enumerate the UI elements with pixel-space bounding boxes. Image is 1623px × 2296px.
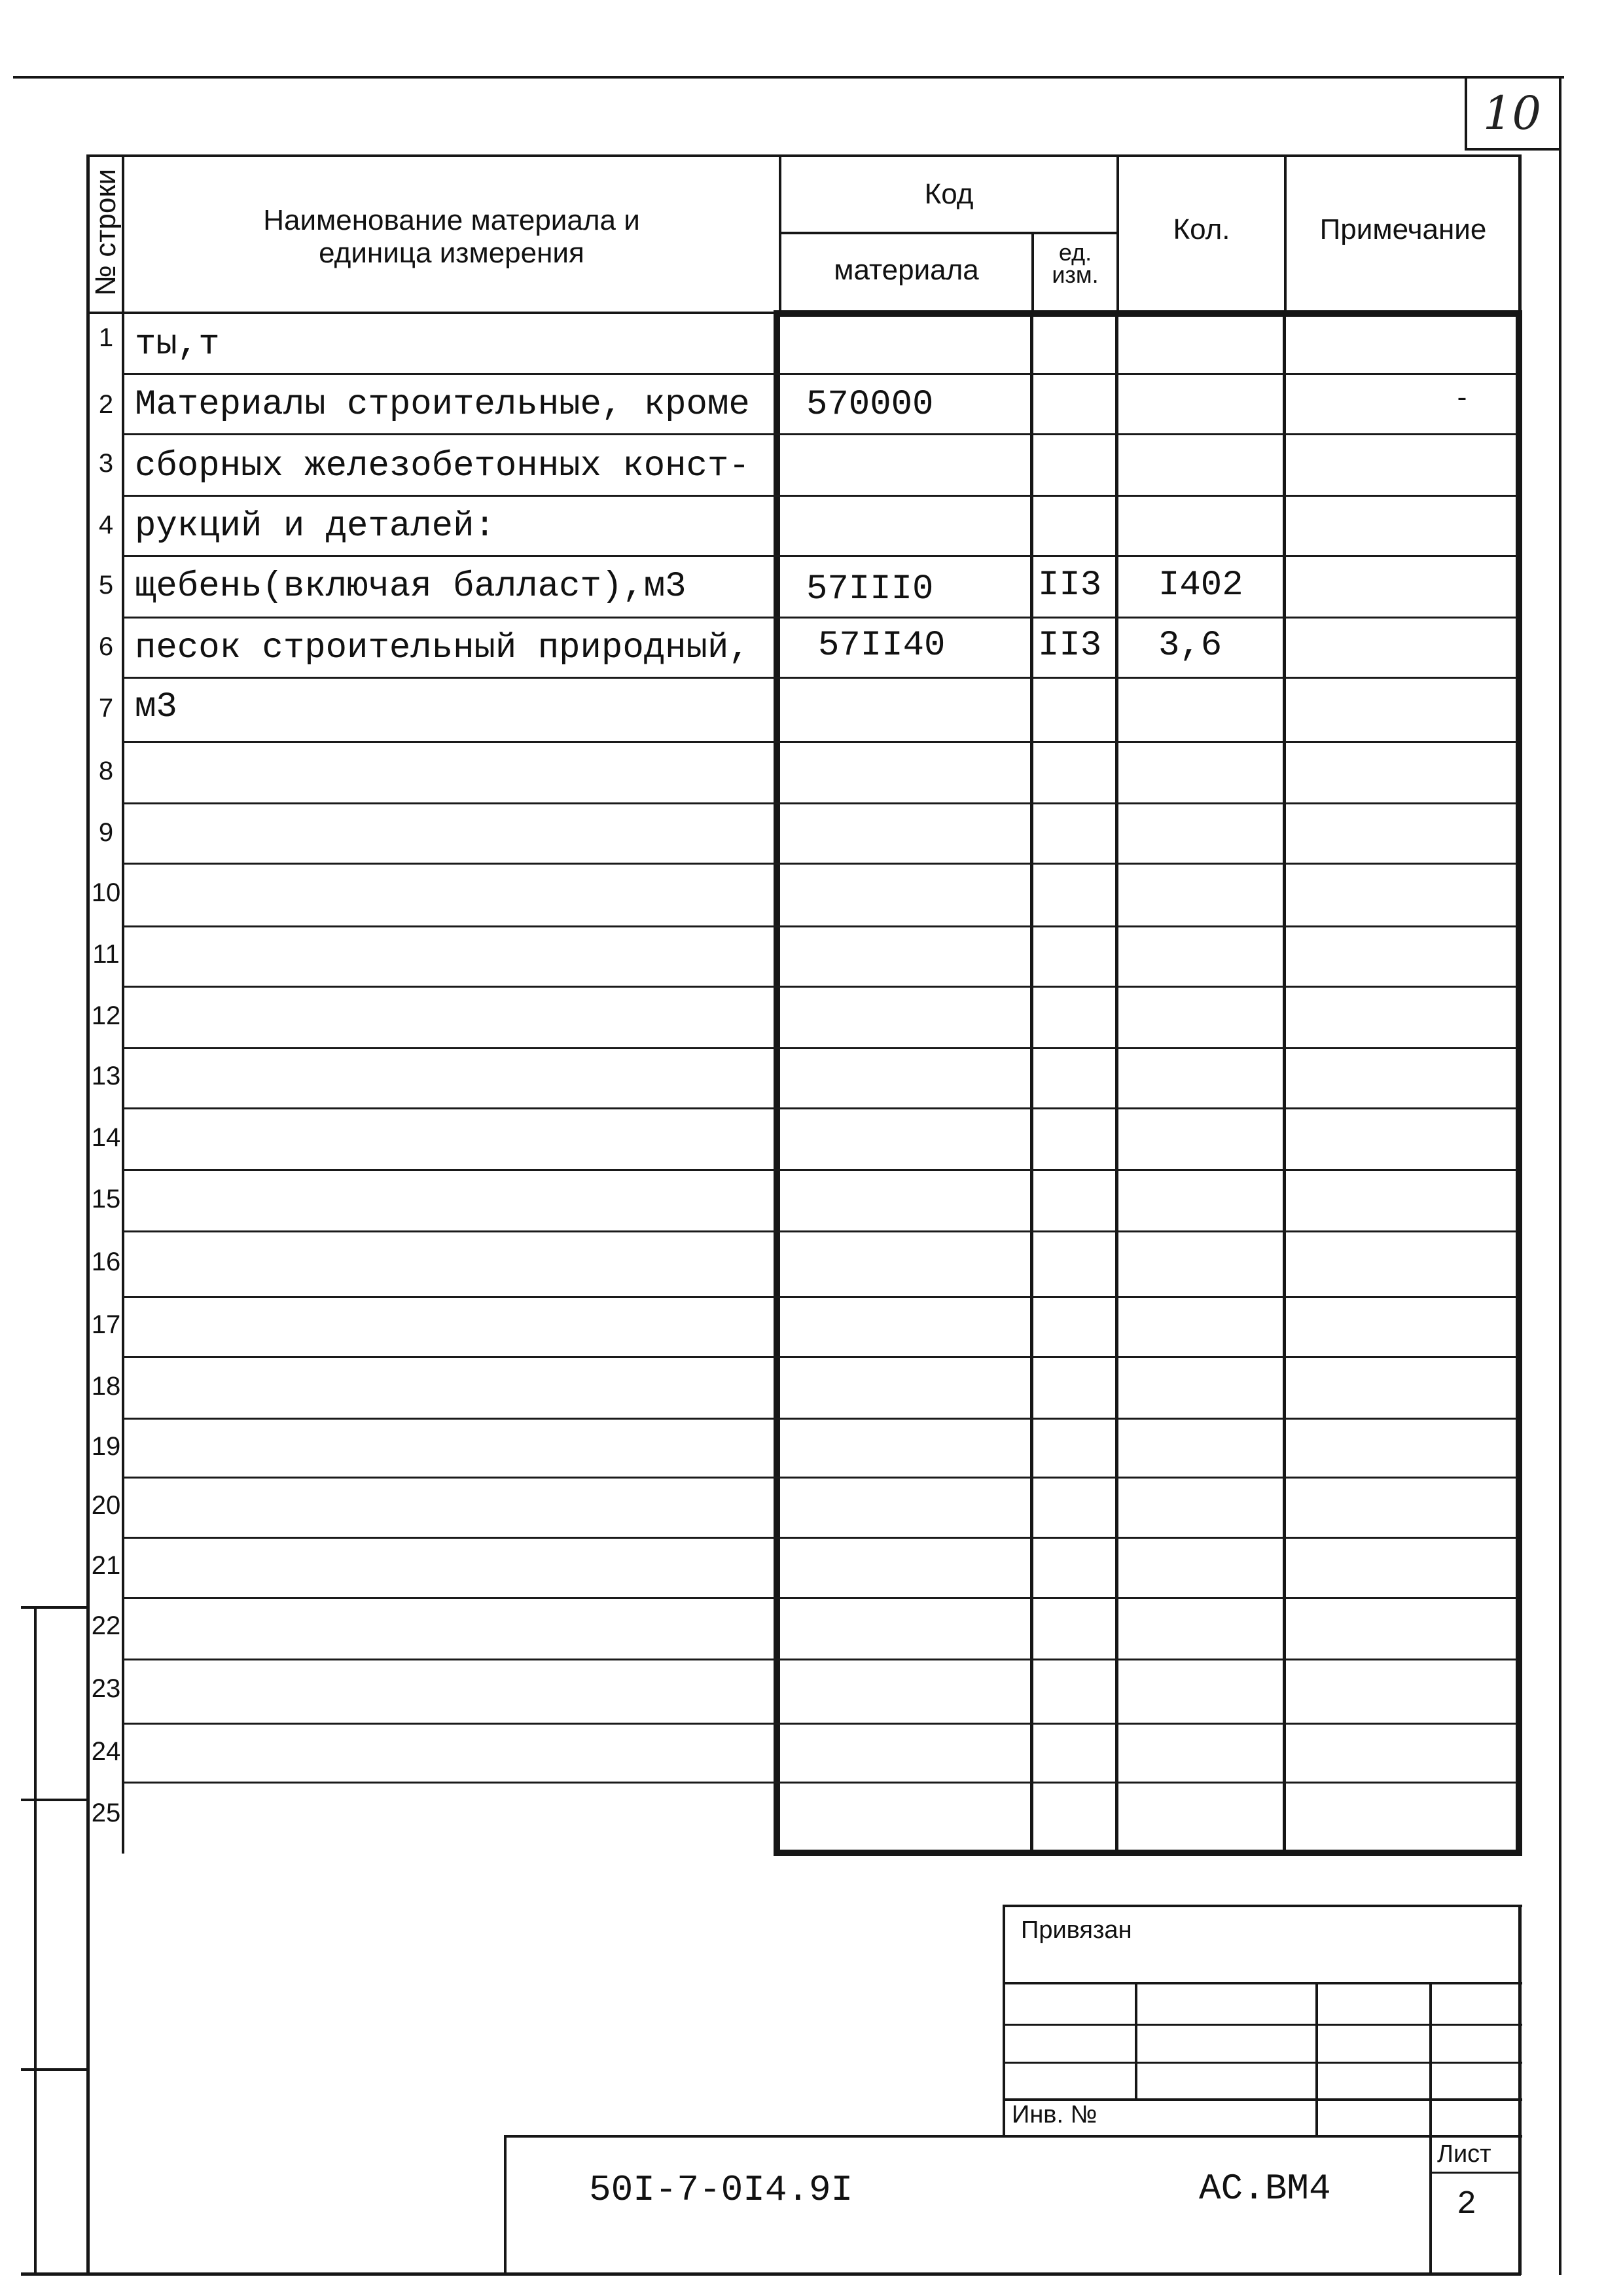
row-number: 10 <box>91 878 121 907</box>
cell-code: 57II40 <box>818 626 946 666</box>
row-separator <box>123 863 1517 865</box>
stamp-right-line <box>1518 1905 1522 2275</box>
row-number: 14 <box>91 1123 121 1152</box>
header-code-material-label: материала <box>834 254 979 286</box>
cell-qty: I402 <box>1158 565 1243 605</box>
row-number: 19 <box>91 1432 121 1461</box>
stamp-main-left-line <box>504 2135 507 2275</box>
header-code-label: Код <box>924 178 974 210</box>
row-separator <box>123 495 1517 497</box>
header-name-line1: Наименование материала и <box>263 204 640 236</box>
row-separator <box>123 986 1517 988</box>
body-col-note-line <box>1283 314 1286 1852</box>
page-bottom-line <box>21 2272 1521 2276</box>
stamp-doc-code: 50I-7-0I4.9I <box>589 2169 853 2211</box>
row-separator <box>123 677 1517 679</box>
row-number: 22 <box>91 1611 121 1640</box>
body-thick-bottom <box>774 1850 1522 1856</box>
row-separator <box>123 1169 1517 1171</box>
cell-name: ты,т <box>135 325 220 365</box>
header-name-line2: единица измерения <box>319 237 584 269</box>
row-separator <box>123 1659 1517 1660</box>
header-unit-label-line2: изм. <box>1052 261 1099 288</box>
body-thick-left <box>774 310 780 1856</box>
row-separator <box>123 1537 1517 1539</box>
row-separator <box>123 1723 1517 1725</box>
stamp-left-line <box>1003 1905 1005 2138</box>
header-qty-label: Кол. <box>1173 213 1230 245</box>
row-number: 3 <box>98 449 114 478</box>
row-separator <box>123 555 1517 557</box>
row-number: 20 <box>91 1491 121 1520</box>
header-note-label: Примечание <box>1319 213 1487 245</box>
row-number: 8 <box>98 757 114 785</box>
row-number: 25 <box>91 1799 121 1827</box>
row-separator <box>123 925 1517 927</box>
row-separator <box>123 1356 1517 1358</box>
stamp-sheet-label: Лист <box>1437 2140 1491 2168</box>
row-separator <box>123 802 1517 804</box>
top-border-line <box>13 76 1564 79</box>
header-unit-label-line1: ед. <box>1058 239 1092 266</box>
binding-strip-top <box>21 1606 88 1609</box>
row-separator <box>123 1107 1517 1109</box>
cell-name: Материалы строительные, кроме <box>135 385 750 425</box>
stamp-sheet-number: 2 <box>1457 2186 1477 2223</box>
stamp-main-top-line <box>504 2135 1522 2138</box>
stamp-set-code: АС.ВМ4 <box>1199 2168 1331 2210</box>
body-name-top-line <box>86 312 777 314</box>
row-separator <box>123 433 1517 435</box>
body-thick-right <box>1516 310 1522 1856</box>
stamp-top-line <box>1003 1905 1522 1907</box>
cell-name: рукций и деталей: <box>135 507 495 547</box>
row-separator <box>123 1418 1517 1420</box>
row-separator <box>123 1230 1517 1232</box>
row-number: 24 <box>91 1737 121 1766</box>
row-number: 23 <box>91 1674 121 1703</box>
binding-strip-outer <box>34 1607 37 2275</box>
row-number: 2 <box>98 390 114 419</box>
stamp-line-3 <box>1003 2062 1522 2064</box>
cell-code: 57III0 <box>806 569 934 609</box>
body-thick-top <box>777 310 1522 317</box>
row-number: 9 <box>98 818 114 847</box>
cell-name: м3 <box>135 687 177 727</box>
cell-unit: II3 <box>1038 626 1102 666</box>
cell-name: сборных железобетонных конст- <box>135 446 750 486</box>
header-row-number-label <box>88 151 124 314</box>
row-number: 5 <box>98 571 114 600</box>
stamp-col-3 <box>1429 1982 1432 2275</box>
row-number: 15 <box>91 1185 121 1213</box>
cell-name: песок строительный природный, <box>135 628 750 668</box>
row-number: 4 <box>98 511 114 539</box>
stamp-line-1 <box>1003 1982 1522 1984</box>
row-separator <box>123 1477 1517 1479</box>
body-col-qty-line <box>1115 314 1118 1852</box>
row-separator <box>123 617 1517 619</box>
header-code-split-line <box>779 232 1118 234</box>
cell-code: 570000 <box>806 385 934 425</box>
row-separator <box>123 1597 1517 1599</box>
row-number: 12 <box>91 1001 121 1030</box>
row-number: 11 <box>92 940 120 969</box>
stamp-line-2 <box>1003 2024 1522 2026</box>
binding-strip-mid1 <box>21 1799 88 1801</box>
cell-note: - <box>1454 385 1471 414</box>
header-row-number-text: № строки <box>90 168 122 296</box>
row-separator <box>123 373 1517 375</box>
binding-strip-mid2 <box>21 2068 88 2071</box>
row-number: 18 <box>91 1372 121 1401</box>
cell-unit: II3 <box>1038 565 1102 605</box>
right-border-line <box>1559 76 1561 2275</box>
stamp-inv-label: Инв. № <box>1012 2101 1097 2128</box>
row-separator <box>123 1782 1517 1784</box>
cell-qty: 3,6 <box>1158 626 1222 666</box>
row-number: 17 <box>91 1310 121 1339</box>
row-separator <box>123 741 1517 743</box>
row-number: 7 <box>98 694 114 723</box>
handwritten-sheet-number: 10 <box>1483 86 1542 140</box>
row-number: 13 <box>91 1062 121 1090</box>
stamp-col-2 <box>1315 1982 1318 2138</box>
header-top-line <box>86 154 1521 157</box>
stamp-sheet-split-line <box>1429 2172 1521 2174</box>
cell-name: щебень(включая балласт),м3 <box>135 567 687 607</box>
row-number: 1 <box>98 323 114 352</box>
body-col-unit-line <box>1030 314 1033 1852</box>
sheet-number-box-left <box>1465 76 1467 149</box>
row-separator <box>123 1296 1517 1298</box>
sheet-number-box-bottom <box>1465 148 1561 151</box>
row-number: 21 <box>91 1551 121 1580</box>
row-number: 16 <box>91 1247 121 1276</box>
row-separator <box>123 1047 1517 1049</box>
stamp-bound-label: Привязан <box>1021 1916 1132 1944</box>
row-number: 6 <box>98 632 114 661</box>
stamp-col-1 <box>1135 1982 1137 2098</box>
